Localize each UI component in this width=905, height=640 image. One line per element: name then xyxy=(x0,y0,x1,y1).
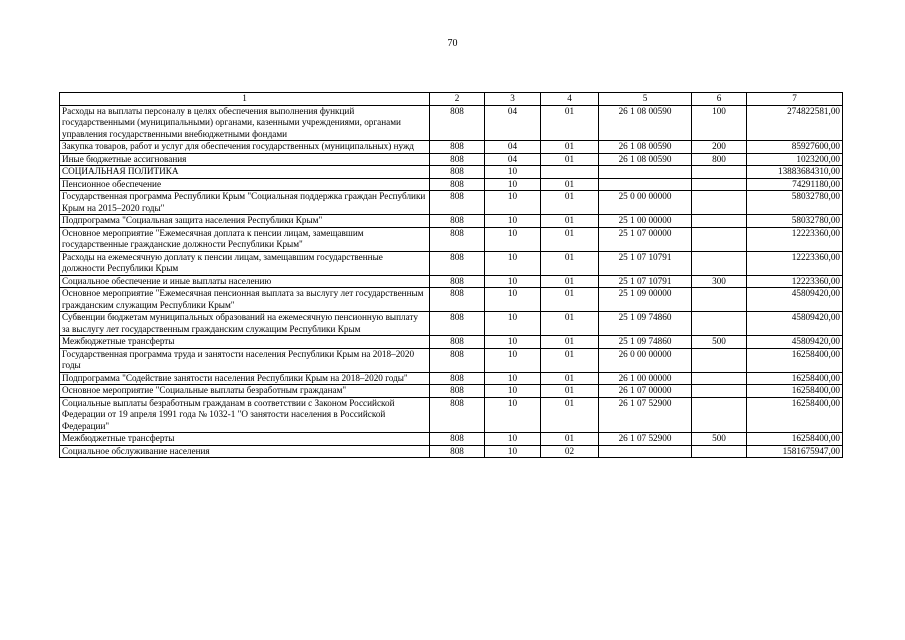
row-name-cell: Основное мероприятие "Ежемесячная доплата к пенсии лицам, замещавшим государственные гражданские должности Республики Крым" xyxy=(60,227,430,251)
row-amount-cell: 16258400,00 xyxy=(747,397,843,433)
row-subsection-code-cell: 01 xyxy=(541,385,599,398)
row-subsection-code-cell xyxy=(541,166,599,179)
table-row xyxy=(60,178,843,191)
header-col-4: 4 xyxy=(541,93,599,106)
row-expense-type-cell: 300 xyxy=(692,275,747,288)
row-amount-cell: 16258400,00 xyxy=(747,385,843,398)
row-amount-cell: 16258400,00 xyxy=(747,372,843,385)
row-target-article-cell: 26 1 07 52900 xyxy=(599,397,692,433)
row-ministry-code-cell: 808 xyxy=(430,153,485,166)
row-ministry-code-cell: 808 xyxy=(430,445,485,458)
row-expense-type-cell xyxy=(692,191,747,215)
row-ministry-code-cell: 808 xyxy=(430,178,485,191)
row-section-code-cell: 10 xyxy=(485,372,541,385)
row-amount-cell: 45809420,00 xyxy=(747,288,843,312)
row-name-cell: Социальные выплаты безработным гражданам в соответствии с Законом Российской Федерации от 19 апреля 1991 года № 1032-1 "О занятости населения в Российской Федерации" xyxy=(60,397,430,433)
row-section-code-cell: 10 xyxy=(485,227,541,251)
row-section-code-cell: 10 xyxy=(485,397,541,433)
header-col-7: 7 xyxy=(747,93,843,106)
row-ministry-code-cell: 808 xyxy=(430,166,485,179)
header-col-5: 5 xyxy=(599,93,692,106)
row-section-code-cell: 10 xyxy=(485,166,541,179)
row-expense-type-cell xyxy=(692,372,747,385)
table-row xyxy=(60,153,843,166)
row-target-article-cell xyxy=(599,445,692,458)
table-row xyxy=(60,288,843,312)
table-row xyxy=(60,251,843,275)
row-ministry-code-cell: 808 xyxy=(430,105,485,141)
row-subsection-code-cell: 01 xyxy=(541,288,599,312)
table-row xyxy=(60,348,843,372)
row-section-code-cell: 10 xyxy=(485,336,541,349)
row-amount-cell: 12223360,00 xyxy=(747,251,843,275)
row-name-cell: Расходы на ежемесячную доплату к пенсии лицам, замещавшим государственные должности Республики Крым xyxy=(60,251,430,275)
table-row xyxy=(60,275,843,288)
header-col-2: 2 xyxy=(430,93,485,106)
row-name-cell: Основное мероприятие "Социальные выплаты безработным гражданам" xyxy=(60,385,430,398)
row-expense-type-cell xyxy=(692,397,747,433)
row-ministry-code-cell: 808 xyxy=(430,251,485,275)
row-ministry-code-cell: 808 xyxy=(430,275,485,288)
row-name-cell: Основное мероприятие "Ежемесячная пенсионная выплата за выслугу лет государственным гражданским служащим Республики Крым" xyxy=(60,288,430,312)
row-subsection-code-cell: 01 xyxy=(541,191,599,215)
row-subsection-code-cell: 01 xyxy=(541,275,599,288)
row-amount-cell: 45809420,00 xyxy=(747,312,843,336)
row-subsection-code-cell: 01 xyxy=(541,372,599,385)
table-row xyxy=(60,312,843,336)
row-target-article-cell: 26 1 08 00590 xyxy=(599,141,692,154)
row-name-cell: Закупка товаров, работ и услуг для обеспечения государственных (муниципальных) нужд xyxy=(60,141,430,154)
row-section-code-cell: 10 xyxy=(485,251,541,275)
row-amount-cell: 274822581,00 xyxy=(747,105,843,141)
row-name-cell: Социальное обслуживание населения xyxy=(60,445,430,458)
row-amount-cell: 58032780,00 xyxy=(747,191,843,215)
page-number: 70 xyxy=(447,38,458,49)
row-ministry-code-cell: 808 xyxy=(430,215,485,228)
row-section-code-cell: 04 xyxy=(485,153,541,166)
row-target-article-cell: 26 1 08 00590 xyxy=(599,153,692,166)
row-expense-type-cell xyxy=(692,215,747,228)
row-ministry-code-cell: 808 xyxy=(430,372,485,385)
row-expense-type-cell: 500 xyxy=(692,336,747,349)
header-col-3: 3 xyxy=(485,93,541,106)
row-subsection-code-cell: 01 xyxy=(541,336,599,349)
row-target-article-cell: 25 1 00 00000 xyxy=(599,215,692,228)
row-section-code-cell: 04 xyxy=(485,105,541,141)
row-target-article-cell: 26 1 07 00000 xyxy=(599,385,692,398)
row-expense-type-cell xyxy=(692,288,747,312)
row-name-cell: Пенсионное обеспечение xyxy=(60,178,430,191)
row-section-code-cell: 10 xyxy=(485,191,541,215)
row-subsection-code-cell: 01 xyxy=(541,215,599,228)
row-expense-type-cell xyxy=(692,445,747,458)
row-subsection-code-cell: 01 xyxy=(541,433,599,446)
row-section-code-cell: 10 xyxy=(485,275,541,288)
row-section-code-cell: 10 xyxy=(485,445,541,458)
row-name-cell: СОЦИАЛЬНАЯ ПОЛИТИКА xyxy=(60,166,430,179)
row-section-code-cell: 10 xyxy=(485,385,541,398)
row-subsection-code-cell: 01 xyxy=(541,397,599,433)
row-subsection-code-cell: 01 xyxy=(541,348,599,372)
row-ministry-code-cell: 808 xyxy=(430,348,485,372)
table-row xyxy=(60,227,843,251)
row-subsection-code-cell: 01 xyxy=(541,141,599,154)
row-target-article-cell: 25 1 07 10791 xyxy=(599,251,692,275)
table-row xyxy=(60,141,843,154)
row-expense-type-cell: 100 xyxy=(692,105,747,141)
table-row xyxy=(60,433,843,446)
row-ministry-code-cell: 808 xyxy=(430,336,485,349)
table-header-row xyxy=(60,93,843,106)
table-row xyxy=(60,445,843,458)
row-subsection-code-cell: 02 xyxy=(541,445,599,458)
row-section-code-cell: 10 xyxy=(485,288,541,312)
row-subsection-code-cell: 01 xyxy=(541,153,599,166)
row-target-article-cell: 26 1 08 00590 xyxy=(599,105,692,141)
table-row xyxy=(60,191,843,215)
row-amount-cell: 1581675947,00 xyxy=(747,445,843,458)
row-target-article-cell: 26 1 00 00000 xyxy=(599,372,692,385)
row-expense-type-cell xyxy=(692,251,747,275)
row-amount-cell: 12223360,00 xyxy=(747,275,843,288)
table-row xyxy=(60,166,843,179)
row-expense-type-cell: 800 xyxy=(692,153,747,166)
row-name-cell: Подпрограмма "Социальная защита населения Республики Крым" xyxy=(60,215,430,228)
table-row xyxy=(60,372,843,385)
row-subsection-code-cell: 01 xyxy=(541,227,599,251)
row-expense-type-cell xyxy=(692,348,747,372)
row-target-article-cell xyxy=(599,178,692,191)
row-amount-cell: 58032780,00 xyxy=(747,215,843,228)
row-amount-cell: 74291180,00 xyxy=(747,178,843,191)
header-col-1: 1 xyxy=(60,93,430,106)
row-expense-type-cell xyxy=(692,178,747,191)
row-target-article-cell: 25 0 00 00000 xyxy=(599,191,692,215)
row-subsection-code-cell: 01 xyxy=(541,251,599,275)
row-name-cell: Иные бюджетные ассигнования xyxy=(60,153,430,166)
row-ministry-code-cell: 808 xyxy=(430,227,485,251)
row-amount-cell: 1023200,00 xyxy=(747,153,843,166)
row-expense-type-cell xyxy=(692,166,747,179)
row-amount-cell: 16258400,00 xyxy=(747,348,843,372)
row-section-code-cell: 10 xyxy=(485,348,541,372)
row-target-article-cell: 25 1 07 00000 xyxy=(599,227,692,251)
row-subsection-code-cell: 01 xyxy=(541,312,599,336)
row-ministry-code-cell: 808 xyxy=(430,312,485,336)
table-row xyxy=(60,215,843,228)
row-ministry-code-cell: 808 xyxy=(430,385,485,398)
row-subsection-code-cell: 01 xyxy=(541,105,599,141)
row-expense-type-cell: 500 xyxy=(692,433,747,446)
row-section-code-cell: 10 xyxy=(485,433,541,446)
row-target-article-cell: 25 1 09 00000 xyxy=(599,288,692,312)
row-target-article-cell: 26 0 00 00000 xyxy=(599,348,692,372)
table-row xyxy=(60,105,843,141)
row-section-code-cell: 10 xyxy=(485,215,541,228)
row-name-cell: Подпрограмма "Содействие занятости населения Республики Крым на 2018–2020 годы" xyxy=(60,372,430,385)
row-name-cell: Межбюджетные трансферты xyxy=(60,336,430,349)
row-expense-type-cell xyxy=(692,385,747,398)
table-row xyxy=(60,336,843,349)
row-expense-type-cell xyxy=(692,227,747,251)
row-target-article-cell xyxy=(599,166,692,179)
table-row xyxy=(60,397,843,433)
row-name-cell: Расходы на выплаты персоналу в целях обеспечения выполнения функций государственными (муниципальными) органами, казенными учреждениями, органами управления государственными внебюджетными фондами xyxy=(60,105,430,141)
table-body xyxy=(60,105,843,458)
row-name-cell: Государственная программа Республики Крым "Социальная поддержка граждан Республики Крым на 2015–2020 годы" xyxy=(60,191,430,215)
row-target-article-cell: 25 1 09 74860 xyxy=(599,312,692,336)
row-ministry-code-cell: 808 xyxy=(430,397,485,433)
row-ministry-code-cell: 808 xyxy=(430,191,485,215)
header-col-6: 6 xyxy=(692,93,747,106)
row-amount-cell: 13883684310,00 xyxy=(747,166,843,179)
row-ministry-code-cell: 808 xyxy=(430,141,485,154)
row-amount-cell: 16258400,00 xyxy=(747,433,843,446)
row-target-article-cell: 26 1 07 52900 xyxy=(599,433,692,446)
row-expense-type-cell: 200 xyxy=(692,141,747,154)
row-target-article-cell: 25 1 07 10791 xyxy=(599,275,692,288)
row-amount-cell: 12223360,00 xyxy=(747,227,843,251)
row-name-cell: Государственная программа труда и занятости населения Республики Крым на 2018–2020 годы xyxy=(60,348,430,372)
row-amount-cell: 45809420,00 xyxy=(747,336,843,349)
row-section-code-cell: 10 xyxy=(485,178,541,191)
row-ministry-code-cell: 808 xyxy=(430,288,485,312)
row-ministry-code-cell: 808 xyxy=(430,433,485,446)
row-name-cell: Субвенции бюджетам муниципальных образований на ежемесячную пенсионную выплату за выслугу лет государственным гражданским служащим Республики Крым xyxy=(60,312,430,336)
table-row xyxy=(60,385,843,398)
row-expense-type-cell xyxy=(692,312,747,336)
row-amount-cell: 85927600,00 xyxy=(747,141,843,154)
row-target-article-cell: 25 1 09 74860 xyxy=(599,336,692,349)
row-section-code-cell: 04 xyxy=(485,141,541,154)
row-name-cell: Социальное обеспечение и иные выплаты населению xyxy=(60,275,430,288)
budget-table xyxy=(59,92,843,458)
row-name-cell: Межбюджетные трансферты xyxy=(60,433,430,446)
row-subsection-code-cell: 01 xyxy=(541,178,599,191)
row-section-code-cell: 10 xyxy=(485,312,541,336)
